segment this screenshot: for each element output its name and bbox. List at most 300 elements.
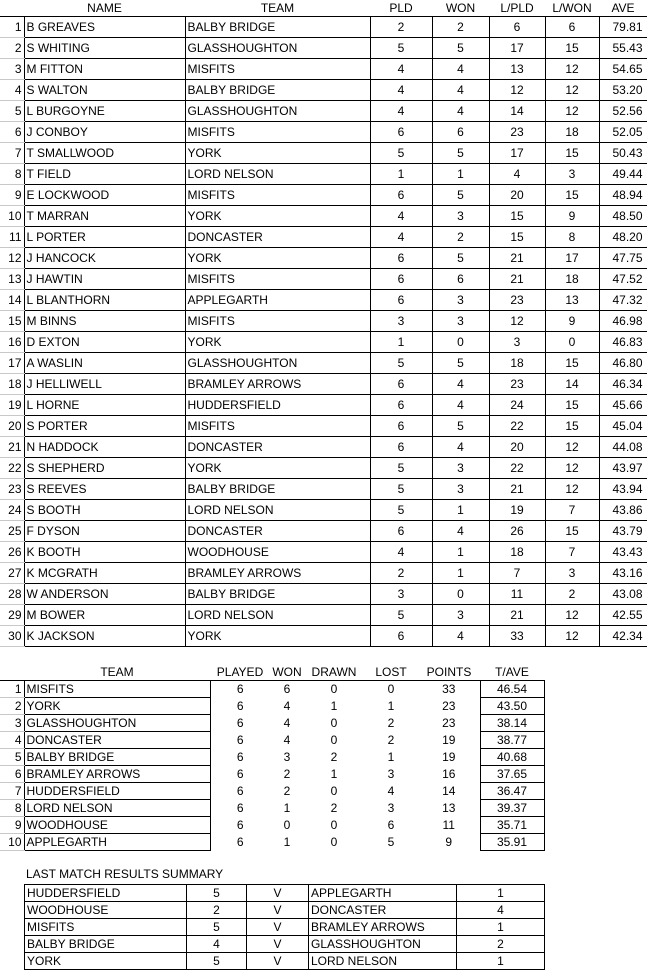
league-tave: 38.77 xyxy=(480,732,544,749)
player-pld: 6 xyxy=(370,185,432,206)
player-won: 4 xyxy=(432,437,489,458)
player-name: F DYSON xyxy=(24,521,185,542)
player-rank: 19 xyxy=(0,395,24,416)
player-team: YORK xyxy=(185,626,370,647)
result-home-team: WOODHOUSE xyxy=(25,902,187,919)
league-played: 6 xyxy=(236,699,244,713)
result-home-team: BALBY BRIDGE xyxy=(25,936,187,953)
player-ave: 43.79 xyxy=(599,521,647,542)
header-lwon: L/WON xyxy=(545,0,599,17)
league-rank: 6 xyxy=(0,766,24,783)
league-points: 14 xyxy=(442,784,456,798)
player-lwon: 12 xyxy=(545,80,599,101)
league-points: 19 xyxy=(442,750,456,764)
player-row xyxy=(0,206,647,227)
player-won: 6 xyxy=(432,122,489,143)
player-row xyxy=(0,122,647,143)
league-lost: 1 xyxy=(387,750,395,764)
player-lpld: 21 xyxy=(489,269,545,290)
player-pld: 5 xyxy=(370,143,432,164)
player-won: 4 xyxy=(432,521,489,542)
player-ave: 43.94 xyxy=(599,479,647,500)
player-row xyxy=(0,500,647,521)
player-won: 0 xyxy=(432,332,489,353)
league-team: APPLEGARTH xyxy=(24,834,210,851)
player-lwon: 12 xyxy=(545,458,599,479)
player-won: 0 xyxy=(432,584,489,605)
result-home-score: 5 xyxy=(187,953,247,970)
league-lost: 2 xyxy=(387,716,395,730)
league-team: LORD NELSON xyxy=(24,800,210,817)
player-ave: 47.32 xyxy=(599,290,647,311)
league-rank: 4 xyxy=(0,732,24,749)
player-ave: 46.80 xyxy=(599,353,647,374)
player-name: K BOOTH xyxy=(24,542,185,563)
player-team: BALBY BRIDGE xyxy=(185,479,370,500)
league-header-team: TEAM xyxy=(24,664,210,681)
league-header-won: WON xyxy=(270,664,304,681)
player-rank: 2 xyxy=(0,38,24,59)
player-name: S SHEPHERD xyxy=(24,458,185,479)
player-won: 5 xyxy=(432,143,489,164)
player-team: DONCASTER xyxy=(185,521,370,542)
player-rank: 1 xyxy=(0,17,24,38)
player-pld: 6 xyxy=(370,437,432,458)
player-team: YORK xyxy=(185,332,370,353)
player-lpld: 24 xyxy=(489,395,545,416)
player-ave: 49.44 xyxy=(599,164,647,185)
player-rank: 10 xyxy=(0,206,24,227)
player-name: S PORTER xyxy=(24,416,185,437)
player-row xyxy=(0,248,647,269)
player-lwon: 15 xyxy=(545,395,599,416)
result-away-team: DONCASTER xyxy=(309,902,457,919)
player-pld: 4 xyxy=(370,206,432,227)
league-row xyxy=(0,681,544,698)
player-lwon: 12 xyxy=(545,626,599,647)
player-team: BRAMLEY ARROWS xyxy=(185,563,370,584)
league-tave: 37.65 xyxy=(480,766,544,783)
player-lwon: 2 xyxy=(545,584,599,605)
league-won: 0 xyxy=(283,818,291,832)
result-away-score: 1 xyxy=(457,953,545,970)
results-table xyxy=(24,884,545,970)
player-lwon: 14 xyxy=(545,374,599,395)
player-rank: 27 xyxy=(0,563,24,584)
player-rank: 13 xyxy=(0,269,24,290)
league-played: 6 xyxy=(236,835,244,849)
player-name: T FIELD xyxy=(24,164,185,185)
league-row xyxy=(0,783,544,800)
league-played: 6 xyxy=(236,784,244,798)
player-lpld: 6 xyxy=(489,17,545,38)
player-pld: 5 xyxy=(370,479,432,500)
league-points: 33 xyxy=(442,682,456,697)
player-rank: 8 xyxy=(0,164,24,185)
result-row xyxy=(25,902,545,919)
player-lpld: 4 xyxy=(489,164,545,185)
result-away-team: LORD NELSON xyxy=(309,953,457,970)
result-away-score: 4 xyxy=(457,902,545,919)
player-rank: 16 xyxy=(0,332,24,353)
player-lwon: 15 xyxy=(545,521,599,542)
player-won: 4 xyxy=(432,626,489,647)
result-versus: V xyxy=(247,902,309,919)
player-pld: 1 xyxy=(370,164,432,185)
player-lwon: 15 xyxy=(545,185,599,206)
player-name: K JACKSON xyxy=(24,626,185,647)
player-won: 1 xyxy=(432,563,489,584)
player-pld: 5 xyxy=(370,38,432,59)
league-row xyxy=(0,817,544,834)
league-header-lost: LOST xyxy=(364,664,418,681)
league-drawn: 0 xyxy=(330,818,338,832)
player-row xyxy=(0,437,647,458)
player-lwon: 13 xyxy=(545,290,599,311)
player-ave: 52.56 xyxy=(599,101,647,122)
league-drawn: 2 xyxy=(330,801,338,815)
player-won: 4 xyxy=(432,101,489,122)
player-row xyxy=(0,395,647,416)
result-row xyxy=(25,919,545,936)
player-lpld: 20 xyxy=(489,437,545,458)
player-lpld: 21 xyxy=(489,479,545,500)
league-won: 1 xyxy=(283,801,291,815)
player-rank: 18 xyxy=(0,374,24,395)
player-won: 4 xyxy=(432,59,489,80)
league-team: BRAMLEY ARROWS xyxy=(24,766,210,783)
player-pld: 4 xyxy=(370,59,432,80)
player-lwon: 15 xyxy=(545,416,599,437)
player-name: S BOOTH xyxy=(24,500,185,521)
result-row xyxy=(25,885,545,902)
league-row xyxy=(0,732,544,749)
player-won: 4 xyxy=(432,374,489,395)
player-row xyxy=(0,290,647,311)
player-ave: 48.94 xyxy=(599,185,647,206)
player-ave: 45.04 xyxy=(599,416,647,437)
player-rank: 5 xyxy=(0,101,24,122)
player-won: 3 xyxy=(432,605,489,626)
player-row xyxy=(0,164,647,185)
player-lwon: 7 xyxy=(545,542,599,563)
player-name: W ANDERSON xyxy=(24,584,185,605)
league-tave: 46.54 xyxy=(480,681,544,698)
player-lpld: 17 xyxy=(489,143,545,164)
player-ave: 52.05 xyxy=(599,122,647,143)
league-lost: 4 xyxy=(387,784,395,798)
result-away-team: GLASSHOUGHTON xyxy=(309,936,457,953)
league-team: WOODHOUSE xyxy=(24,817,210,834)
league-header-points: POINTS xyxy=(418,664,480,681)
player-team: YORK xyxy=(185,248,370,269)
player-team: GLASSHOUGHTON xyxy=(185,353,370,374)
league-points: 23 xyxy=(442,699,456,713)
player-name: T MARRAN xyxy=(24,206,185,227)
player-ave: 48.20 xyxy=(599,227,647,248)
player-team: DONCASTER xyxy=(185,437,370,458)
player-ave: 43.16 xyxy=(599,563,647,584)
player-lwon: 3 xyxy=(545,563,599,584)
player-pld: 6 xyxy=(370,122,432,143)
result-row xyxy=(25,953,545,970)
player-team: DONCASTER xyxy=(185,227,370,248)
player-lwon: 15 xyxy=(545,38,599,59)
player-team: MISFITS xyxy=(185,416,370,437)
league-played: 6 xyxy=(236,750,244,764)
league-drawn: 2 xyxy=(330,750,338,764)
player-row xyxy=(0,269,647,290)
player-name: J HELLIWELL xyxy=(24,374,185,395)
player-rank: 17 xyxy=(0,353,24,374)
league-played: 6 xyxy=(236,733,244,747)
player-lwon: 12 xyxy=(545,59,599,80)
player-lwon: 15 xyxy=(545,353,599,374)
player-pld: 6 xyxy=(370,290,432,311)
player-lwon: 12 xyxy=(545,479,599,500)
player-row xyxy=(0,374,647,395)
player-won: 3 xyxy=(432,206,489,227)
player-pld: 6 xyxy=(370,269,432,290)
player-rank: 28 xyxy=(0,584,24,605)
player-name: T SMALLWOOD xyxy=(24,143,185,164)
player-rank: 22 xyxy=(0,458,24,479)
player-pld: 6 xyxy=(370,521,432,542)
player-team: YORK xyxy=(185,143,370,164)
league-header-drawn: DRAWN xyxy=(304,664,364,681)
player-lpld: 23 xyxy=(489,290,545,311)
player-name: M BINNS xyxy=(24,311,185,332)
player-ave: 45.66 xyxy=(599,395,647,416)
player-lpld: 12 xyxy=(489,80,545,101)
player-won: 5 xyxy=(432,353,489,374)
player-lwon: 12 xyxy=(545,101,599,122)
league-row xyxy=(0,749,544,766)
player-ave: 46.98 xyxy=(599,311,647,332)
player-rank: 25 xyxy=(0,521,24,542)
league-won: 4 xyxy=(283,699,291,713)
league-rank: 3 xyxy=(0,715,24,732)
player-ave: 47.52 xyxy=(599,269,647,290)
player-pld: 5 xyxy=(370,605,432,626)
player-row xyxy=(0,353,647,374)
league-points: 9 xyxy=(445,835,453,849)
player-lpld: 23 xyxy=(489,374,545,395)
league-played: 6 xyxy=(236,767,244,781)
league-played: 6 xyxy=(236,818,244,832)
league-drawn: 0 xyxy=(330,835,338,849)
player-won: 2 xyxy=(432,17,489,38)
league-won: 2 xyxy=(283,784,291,798)
player-row xyxy=(0,626,647,647)
player-won: 4 xyxy=(432,80,489,101)
player-pld: 2 xyxy=(370,17,432,38)
league-points: 13 xyxy=(442,801,456,815)
player-rank: 9 xyxy=(0,185,24,206)
result-home-score: 2 xyxy=(187,902,247,919)
player-pld: 5 xyxy=(370,458,432,479)
header-lpld: L/PLD xyxy=(489,0,545,17)
league-drawn: 0 xyxy=(330,716,338,730)
player-lpld: 11 xyxy=(489,584,545,605)
player-lpld: 7 xyxy=(489,563,545,584)
player-rank: 29 xyxy=(0,605,24,626)
player-pld: 3 xyxy=(370,584,432,605)
player-lpld: 22 xyxy=(489,458,545,479)
header-pld: PLD xyxy=(370,0,432,17)
player-ave: 43.08 xyxy=(599,584,647,605)
player-pld: 2 xyxy=(370,563,432,584)
player-row xyxy=(0,80,647,101)
player-pld: 3 xyxy=(370,311,432,332)
player-lpld: 18 xyxy=(489,542,545,563)
player-won: 3 xyxy=(432,479,489,500)
player-won: 5 xyxy=(432,248,489,269)
league-tave: 39.37 xyxy=(480,800,544,817)
result-versus: V xyxy=(247,919,309,936)
player-team: MISFITS xyxy=(185,59,370,80)
player-team: MISFITS xyxy=(185,311,370,332)
result-away-score: 1 xyxy=(457,885,545,902)
player-pld: 6 xyxy=(370,248,432,269)
player-name: L HORNE xyxy=(24,395,185,416)
player-lpld: 21 xyxy=(489,248,545,269)
player-name: L BLANTHORN xyxy=(24,290,185,311)
player-ave: 47.75 xyxy=(599,248,647,269)
player-pld: 6 xyxy=(370,416,432,437)
player-lpld: 17 xyxy=(489,38,545,59)
league-lost: 6 xyxy=(387,818,395,832)
header-ave: AVE xyxy=(599,0,647,17)
player-pld: 4 xyxy=(370,80,432,101)
player-name: L BURGOYNE xyxy=(24,101,185,122)
result-row xyxy=(25,936,545,953)
player-pld: 6 xyxy=(370,374,432,395)
player-row xyxy=(0,38,647,59)
league-drawn: 0 xyxy=(330,733,338,747)
player-lpld: 22 xyxy=(489,416,545,437)
player-name: S WALTON xyxy=(24,80,185,101)
player-name: M FITTON xyxy=(24,59,185,80)
league-lost: 3 xyxy=(387,801,395,815)
player-lpld: 18 xyxy=(489,353,545,374)
player-rank: 3 xyxy=(0,59,24,80)
player-name: J CONBOY xyxy=(24,122,185,143)
league-points: 19 xyxy=(442,733,456,747)
league-tave: 38.14 xyxy=(480,715,544,732)
league-rank: 1 xyxy=(0,681,24,698)
player-lpld: 19 xyxy=(489,500,545,521)
league-lost: 2 xyxy=(387,733,395,747)
league-won: 4 xyxy=(283,716,291,730)
player-row xyxy=(0,479,647,500)
league-tave: 35.91 xyxy=(480,834,544,851)
player-ave: 44.08 xyxy=(599,437,647,458)
player-ave: 43.97 xyxy=(599,458,647,479)
player-row xyxy=(0,416,647,437)
league-lost: 1 xyxy=(387,699,395,713)
player-team: LORD NELSON xyxy=(185,164,370,185)
player-ave: 43.86 xyxy=(599,500,647,521)
league-drawn: 1 xyxy=(330,767,338,781)
player-rank: 15 xyxy=(0,311,24,332)
league-team: BALBY BRIDGE xyxy=(24,749,210,766)
player-lwon: 12 xyxy=(545,437,599,458)
player-row xyxy=(0,584,647,605)
player-ave: 54.65 xyxy=(599,59,647,80)
player-team: GLASSHOUGHTON xyxy=(185,38,370,59)
player-row xyxy=(0,101,647,122)
league-tave: 35.71 xyxy=(480,817,544,834)
player-lpld: 21 xyxy=(489,605,545,626)
player-rank: 14 xyxy=(0,290,24,311)
league-lost: 3 xyxy=(387,767,395,781)
league-row xyxy=(0,766,544,783)
player-name: M BOWER xyxy=(24,605,185,626)
player-team: WOODHOUSE xyxy=(185,542,370,563)
player-ave: 48.50 xyxy=(599,206,647,227)
player-rank: 23 xyxy=(0,479,24,500)
league-header-rank xyxy=(0,664,24,681)
league-tave: 36.47 xyxy=(480,783,544,800)
player-lwon: 9 xyxy=(545,206,599,227)
player-team: LORD NELSON xyxy=(185,605,370,626)
player-team: YORK xyxy=(185,458,370,479)
player-won: 4 xyxy=(432,395,489,416)
player-name: N HADDOCK xyxy=(24,437,185,458)
league-tave: 40.68 xyxy=(480,749,544,766)
league-tave: 43.50 xyxy=(480,698,544,715)
player-row xyxy=(0,311,647,332)
league-header-played: PLAYED xyxy=(210,664,270,681)
player-team: BALBY BRIDGE xyxy=(185,584,370,605)
player-won: 1 xyxy=(432,164,489,185)
league-team: YORK xyxy=(24,698,210,715)
player-ave: 79.81 xyxy=(599,17,647,38)
player-row xyxy=(0,227,647,248)
player-team: YORK xyxy=(185,206,370,227)
league-won: 2 xyxy=(283,767,291,781)
player-lpld: 13 xyxy=(489,59,545,80)
league-rank: 9 xyxy=(0,817,24,834)
result-home-score: 5 xyxy=(187,885,247,902)
player-ave: 46.83 xyxy=(599,332,647,353)
league-row xyxy=(0,800,544,817)
player-won: 1 xyxy=(432,542,489,563)
player-team: MISFITS xyxy=(185,185,370,206)
player-ave: 50.43 xyxy=(599,143,647,164)
player-lwon: 6 xyxy=(545,17,599,38)
league-won: 1 xyxy=(283,835,291,849)
league-drawn: 0 xyxy=(330,682,338,697)
league-row xyxy=(0,715,544,732)
result-home-score: 4 xyxy=(187,936,247,953)
player-row xyxy=(0,458,647,479)
player-rank: 7 xyxy=(0,143,24,164)
league-team: GLASSHOUGHTON xyxy=(24,715,210,732)
player-lwon: 18 xyxy=(545,269,599,290)
league-points: 23 xyxy=(442,716,456,730)
player-pld: 1 xyxy=(370,332,432,353)
result-away-team: APPLEGARTH xyxy=(309,885,457,902)
result-versus: V xyxy=(247,885,309,902)
league-team: DONCASTER xyxy=(24,732,210,749)
player-pld: 4 xyxy=(370,101,432,122)
results-title: LAST MATCH RESULTS SUMMARY xyxy=(26,867,224,881)
player-lpld: 33 xyxy=(489,626,545,647)
player-lwon: 17 xyxy=(545,248,599,269)
league-lost: 0 xyxy=(387,682,395,697)
